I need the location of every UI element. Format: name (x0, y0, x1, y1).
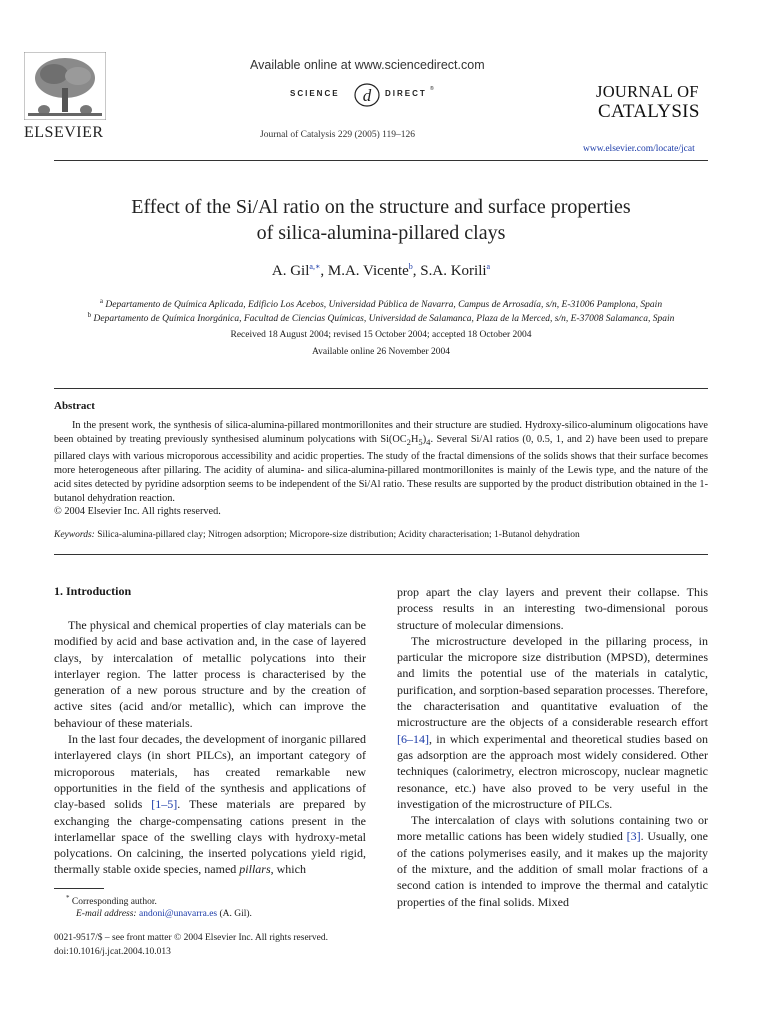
author-name: A. Gil (271, 263, 310, 279)
affiliation-mark: a (99, 297, 104, 305)
paragraph (397, 812, 708, 910)
affiliation-b (54, 311, 708, 324)
sciencedirect-logo (290, 82, 450, 108)
paragraph-text: . Usually, one of the cations polymerises easily, and it makes up the majority of the mixture, and the addition of small molar fractions of a second cation is intended to improve the thermal and catalytic properties of the final solids. Mixed (397, 829, 708, 909)
available-online-date: Available online 26 November 2004 (311, 347, 451, 357)
affiliation-a (54, 297, 708, 310)
affiliation-mark: b (87, 311, 92, 319)
affiliation-text: Departamento de Química Aplicada, Edificio Los Acebos, Universidad Pública de Navarra, Campus de Arrosadía, s/n, E-31006 Pamplona, Spain (105, 300, 663, 311)
paragraph-text: In the last four decades, the development of inorganic pillared interlayered clays (in short PILCs), an important category of microporous materials, has created remarkable new opportunities in the field of the synthesis and applications of clay-based solids (54, 732, 366, 812)
available-online-text: Available online at www.sciencedirect.com (250, 58, 485, 72)
author-separator: , (412, 263, 421, 279)
svg-text:d: d (362, 86, 372, 105)
email-link[interactable]: andoni@unavarra.es (138, 909, 218, 919)
paragraph-text: , which (270, 862, 306, 877)
subscript: 2 (406, 436, 411, 447)
abstract-bottom-rule (54, 554, 708, 555)
author-name: M.A. Vicente (327, 263, 409, 279)
email-note (76, 909, 252, 919)
footnote-mark: * (66, 894, 70, 902)
affiliation-text: Departamento de Química Inorgánica, Facultad de Ciencias Químicas, Universidad de Salamanca, Plaza de la Merced, s/n, E-37008 Salamanca, Spain (93, 314, 675, 325)
footnote-rule (54, 888, 104, 889)
citation-link[interactable]: [1–5] (151, 797, 178, 812)
sd-registered-mark: ® (430, 86, 434, 92)
left-column (54, 617, 366, 878)
received-dates: Received 18 August 2004; revised 15 October 2004; accepted 18 October 2004 (230, 330, 532, 340)
abstract-text: In the present work, the synthesis of silica-alumina-pillared montmorillonites and their structure are studied. Hydroxy-silico-aluminum oligocations have been obtained by treating previously synthesised aluminum polycations with Si(OC (54, 420, 708, 445)
keywords-label: Keywords: (54, 530, 95, 540)
paragraph-text: . These materials are prepared by exchanging the charge-compensating cations present in the interlamellar space of the swelling clays with hydroxy-metal polycations. On calcining, the inserted polycations yield rigid, thermally stable oxide species, named (54, 797, 366, 877)
right-column (397, 584, 708, 910)
header-rule (54, 160, 708, 161)
abstract-text: . Several Si/Al ratios (0, 0.5, 1, and 2) have been used to prepare pillared clays with various microporous accessibility and acidic properties. The study of the fractal dimensions of the solids shows that their surface becomes more heterogeneous after pillaring. The acidity of alumina- and silica-alumina-pillared montmorillonites is mainly of the Lewis type, and the nature of the acid sites detected by pyridine adsorption seems to be independent of the Si/Al ratio. These results are supported by the product distribution obtained in the 1-butanol dehydration reaction. (54, 433, 708, 504)
citation-link[interactable]: [6–14] (397, 731, 429, 746)
sd-left-word: SCIENCE (290, 89, 340, 98)
abstract-text: ) (422, 433, 427, 445)
article-title (54, 194, 708, 246)
citation-link[interactable]: [3] (626, 829, 641, 844)
keywords-text: Silica-alumina-pillared clay; Nitrogen adsorption; Micropore-size distribution; Acidity characterisation; 1-Butanol dehydration (97, 530, 580, 540)
sd-right-word: DIRECT (385, 89, 427, 98)
subscript: 5 (418, 436, 423, 447)
abstract-top-rule (54, 388, 708, 389)
journal-name-line2: CATALYSIS (598, 101, 700, 122)
subscript: 4 (426, 436, 431, 447)
paragraph (54, 731, 366, 878)
abstract-body (54, 419, 708, 519)
paragraph: The physical and chemical properties of clay materials can be modified by acid and base activation and, in the case of layered clays, by intercalation of metallic polycations into their interlayer region. The latter process is characterised by the generation of a new porous structure and by the creation of active sites (acid and/or metallic), which can improve the behaviour of these materials. (54, 618, 366, 730)
paragraph-text: , in which experimental and theoretical studies based on gas adsorption are the approach most widely considered. Other techniques (calorimetry, electron microscopy, nuclear magnetic resonance, etc.) have also proved to be very useful in the investigation of the microstructure of PILCs. (397, 731, 708, 811)
section-heading: 1. Introduction (54, 584, 132, 598)
abstract-copyright: © 2004 Elsevier Inc. All rights reserved. (54, 506, 221, 518)
author-separator: , (320, 263, 328, 279)
paragraph-text: The intercalation of clays with solutions containing two or more metallic cations has been widely studied (397, 813, 708, 844)
footnote-text: Corresponding author. (71, 897, 157, 908)
title-line-2: of silica-alumina-pillared clays (256, 222, 506, 244)
title-line-1: Effect of the Si/Al ratio on the structure and surface properties (131, 196, 631, 218)
abstract-heading: Abstract (54, 400, 95, 412)
paragraph: prop apart the clay layers and prevent their collapse. This process results in an interesting two-dimensional porous structure of molecular dimensions. (397, 585, 708, 632)
journal-name-line1: JOURNAL OF (596, 82, 699, 101)
author-affiliation-mark[interactable]: a (486, 262, 491, 271)
email-suffix: (A. Gil). (217, 909, 252, 919)
author-name: S.A. Korili (420, 263, 487, 279)
emphasis-text: pillars (239, 862, 271, 877)
paragraph-text: The microstructure developed in the pillaring process, in particular the micropore size distribution (MPSD), determines and limits the potential use of the materials in catalytic, purification, and sorption-based separation processes. Therefore, the characterisation and quantitative evaluation of the microstructure are the objects of a considerable research effort (397, 633, 708, 730)
journal-url-link[interactable]: www.elsevier.com/locate/jcat (583, 144, 695, 154)
doi-line: doi:10.1016/j.jcat.2004.10.013 (54, 947, 171, 957)
issn-line: 0021-9517/$ – see front matter © 2004 Elsevier Inc. All rights reserved. (54, 933, 328, 943)
author-list (54, 262, 708, 280)
sciencedirect-d-icon (353, 82, 381, 108)
paragraph (397, 633, 708, 812)
author-affiliation-mark[interactable]: a,∗ (309, 262, 321, 271)
publisher-name: ELSEVIER (24, 124, 104, 141)
author-affiliation-mark[interactable]: b (408, 262, 413, 271)
elsevier-tree-logo (24, 52, 106, 120)
corresponding-author-note (66, 894, 157, 907)
keywords-line (54, 530, 708, 540)
abstract-text: H (410, 433, 419, 445)
email-label: E-mail address: (76, 909, 137, 919)
journal-reference: Journal of Catalysis 229 (2005) 119–126 (260, 130, 416, 140)
